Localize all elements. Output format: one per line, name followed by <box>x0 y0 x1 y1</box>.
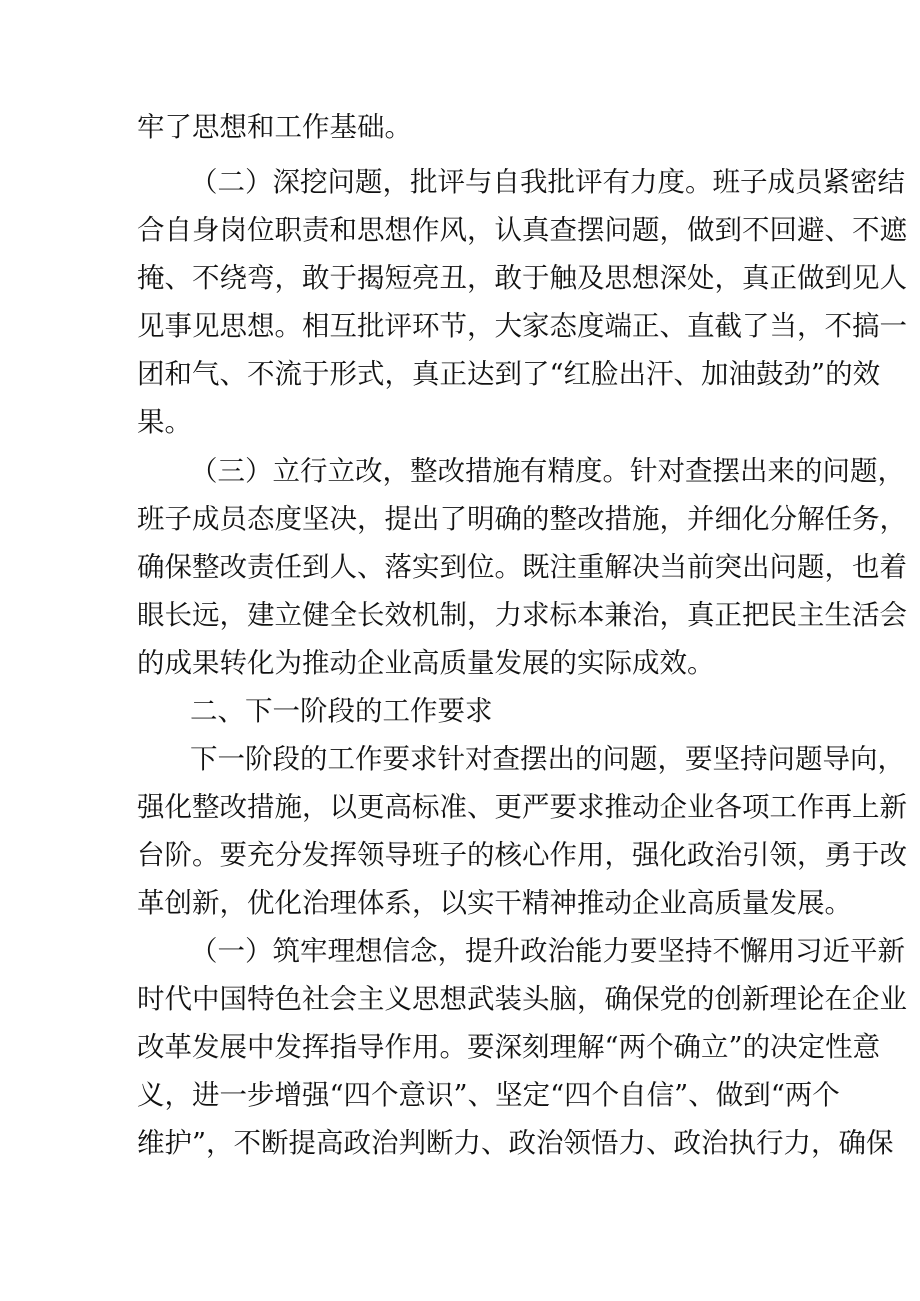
body-text-line: 时代中国特色社会主义思想武装头脑，确保党的创新理论在企业 <box>137 983 907 1015</box>
body-text-line: 团和气、不流于形式，真正达到了“红脸出汗、加油鼓劲”的效 <box>137 358 881 390</box>
body-text-line: 下一阶段的工作要求针对查摆出的问题，要坚持问题导向， <box>190 743 905 775</box>
body-text-line: 眼长远，建立健全长效机制，力求标本兼治，真正把民主生活会 <box>137 599 907 631</box>
body-text-line: 义，进一步增强“四个意识”、坚定“四个自信”、做到“两个 <box>137 1079 840 1111</box>
body-text-line: 革创新，优化治理体系，以实干精神推动企业高质量发展。 <box>137 887 852 919</box>
body-text-line: 牢了思想和工作基础。 <box>137 111 412 143</box>
body-text-line: 掩、不绕弯，敢于揭短亮丑，敢于触及思想深处，真正做到见人 <box>137 262 907 294</box>
body-text-line: 班子成员态度坚决，提出了明确的整改措施，并细化分解任务， <box>137 503 907 535</box>
body-text-line: 的成果转化为推动企业高质量发展的实际成效。 <box>137 647 715 679</box>
body-text-line: 改革发展中发挥指导作用。要深刻理解“两个确立”的决定性意 <box>137 1031 881 1063</box>
body-text-line: 台阶。要充分发挥领导班子的核心作用，强化政治引领，勇于改 <box>137 839 907 871</box>
body-text-line: 合自身岗位职责和思想作风，认真查摆问题，做到不回避、不遮 <box>137 214 907 246</box>
body-text-line: 确保整改责任到人、落实到位。既注重解决当前突出问题，也着 <box>137 551 907 583</box>
body-text-line: 维护”，不断提高政治判断力、政治领悟力、政治执行力，确保 <box>137 1127 894 1159</box>
body-text-line: （二）深挖问题，批评与自我批评有力度。班子成员紧密结 <box>190 166 905 198</box>
body-text-line: （一）筑牢理想信念，提升政治能力要坚持不懈用习近平新 <box>190 935 905 967</box>
body-text-line: 果。 <box>137 406 192 438</box>
body-text-line: （三）立行立改，整改措施有精度。针对查摆出来的问题， <box>190 455 905 487</box>
body-text-line: 强化整改措施，以更高标准、更严要求推动企业各项工作再上新 <box>137 791 907 823</box>
body-text-line: 见事见思想。相互批评环节，大家态度端正、直截了当，不搞一 <box>137 310 907 342</box>
section-heading: 二、下一阶段的工作要求 <box>190 695 493 727</box>
